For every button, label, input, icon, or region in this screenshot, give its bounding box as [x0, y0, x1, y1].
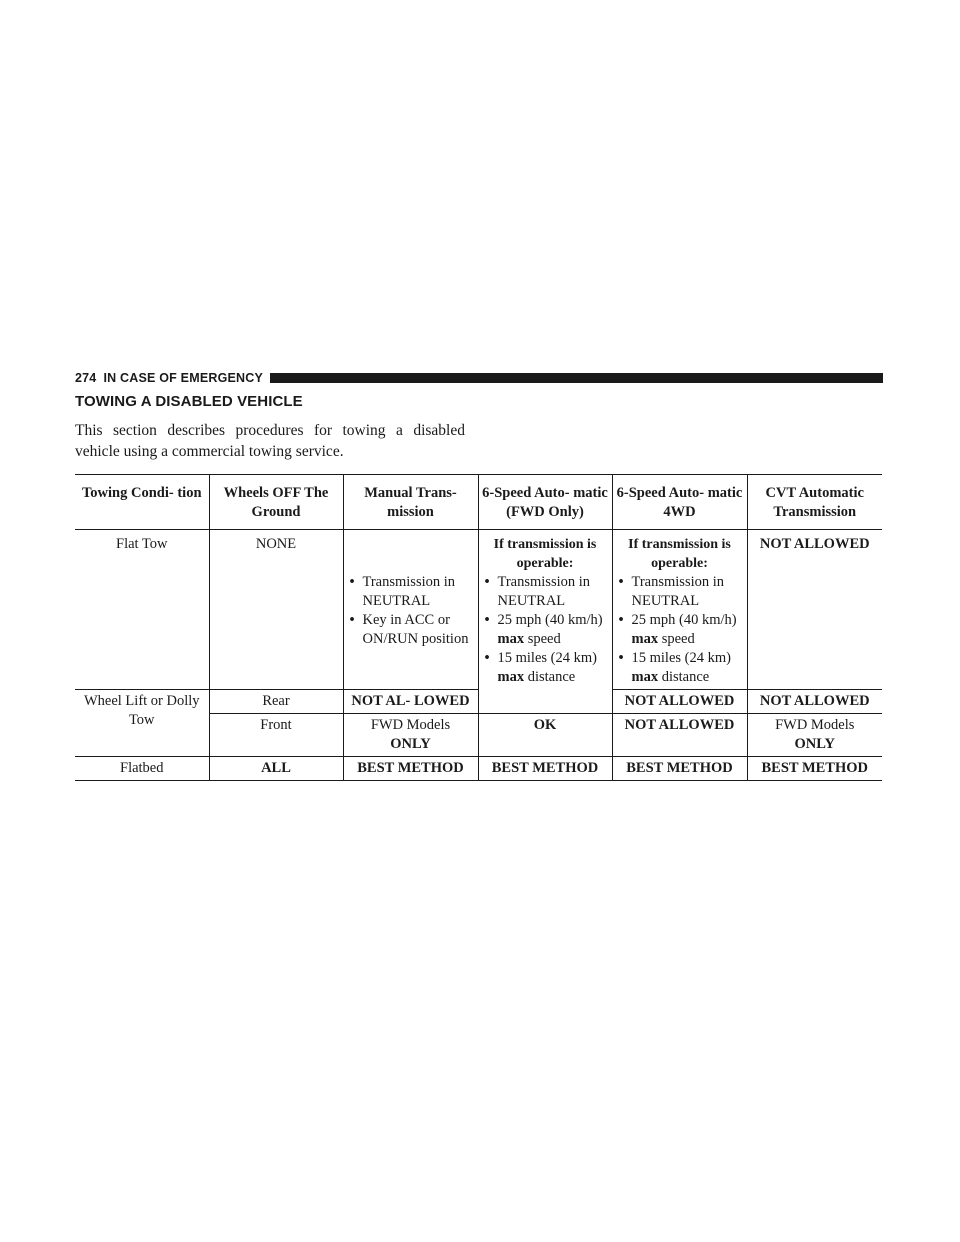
- header-wheels-off: Wheels OFF The Ground: [209, 475, 343, 530]
- page-number: 274: [75, 371, 97, 385]
- list-item: • 25 mph (40 km/h) max speed: [616, 611, 744, 649]
- list-item: • Transmission in NEUTRAL: [482, 573, 609, 611]
- cell-manual: [343, 530, 478, 690]
- cell-wheels-off: ALL: [209, 757, 343, 781]
- section-title: IN CASE OF EMERGENCY: [103, 371, 264, 385]
- cell-cvt: NOT ALLOWED: [747, 530, 882, 690]
- cell-auto-4wd: BEST METHOD: [612, 757, 747, 781]
- cell-line: ONLY: [390, 736, 431, 752]
- page-header: [75, 370, 883, 386]
- cell-wheels-off: Rear: [209, 690, 343, 714]
- cell-manual: [343, 714, 478, 757]
- cell-auto-4wd: NOT ALLOWED: [612, 714, 747, 757]
- cell-manual: NOT AL- LOWED: [343, 690, 478, 714]
- cell-cvt: NOT ALLOWED: [747, 690, 882, 714]
- cell-condition: Wheel Lift or Dolly Tow: [83, 693, 200, 728]
- cell-cvt: BEST METHOD: [747, 757, 882, 781]
- table-header-row: [75, 475, 882, 530]
- cell-wheels-off: Front: [209, 714, 343, 757]
- cell-line: FWD Models: [775, 717, 855, 733]
- cell-wheels-off: NONE: [209, 530, 343, 690]
- table-row-flat-tow: [75, 530, 882, 690]
- header-6speed-fwd: 6-Speed Auto- matic (FWD Only): [478, 475, 612, 530]
- table-row-flatbed: [75, 757, 882, 781]
- cell-auto-4wd: [612, 530, 747, 690]
- header-6speed-4wd: 6-Speed Auto- matic 4WD: [612, 475, 747, 530]
- header-rule: [270, 373, 883, 383]
- operable-heading: If transmission is operable:: [493, 537, 597, 571]
- cell-cvt: [747, 714, 882, 757]
- cell-auto-fwd: [478, 530, 612, 714]
- list-item: • Key in ACC or ON/RUN position: [347, 611, 475, 649]
- cell-condition: Flatbed: [120, 760, 164, 776]
- list-item: • 15 miles (24 km) max distance: [616, 649, 744, 687]
- header-towing-condition: Towing Condi- tion: [81, 485, 202, 501]
- operable-heading: If transmission is operable:: [628, 537, 731, 571]
- intro-paragraph: This section describes procedures for towing a disabled vehicle using a commercial towing service.: [75, 422, 465, 460]
- cell-line: ONLY: [794, 736, 836, 752]
- list-item: • Transmission in NEUTRAL: [616, 573, 744, 611]
- list-item: • 15 miles (24 km) max distance: [482, 649, 609, 687]
- page-title: TOWING A DISABLED VEHICLE: [75, 393, 303, 410]
- list-item: • Transmission in NEUTRAL: [347, 573, 475, 611]
- towing-table: [75, 474, 882, 781]
- cell-manual: BEST METHOD: [343, 757, 478, 781]
- cell-line: FWD Models: [370, 717, 451, 733]
- cell-condition: Flat Tow: [116, 536, 168, 552]
- cell-auto-fwd: OK: [478, 714, 612, 757]
- cell-auto-fwd: BEST METHOD: [478, 757, 612, 781]
- header-manual-transmission: Manual Trans- mission: [343, 475, 478, 530]
- header-cvt: CVT Automatic Transmission: [747, 475, 882, 530]
- cell-auto-4wd: NOT ALLOWED: [612, 690, 747, 714]
- list-item: • 25 mph (40 km/h) max speed: [482, 611, 609, 649]
